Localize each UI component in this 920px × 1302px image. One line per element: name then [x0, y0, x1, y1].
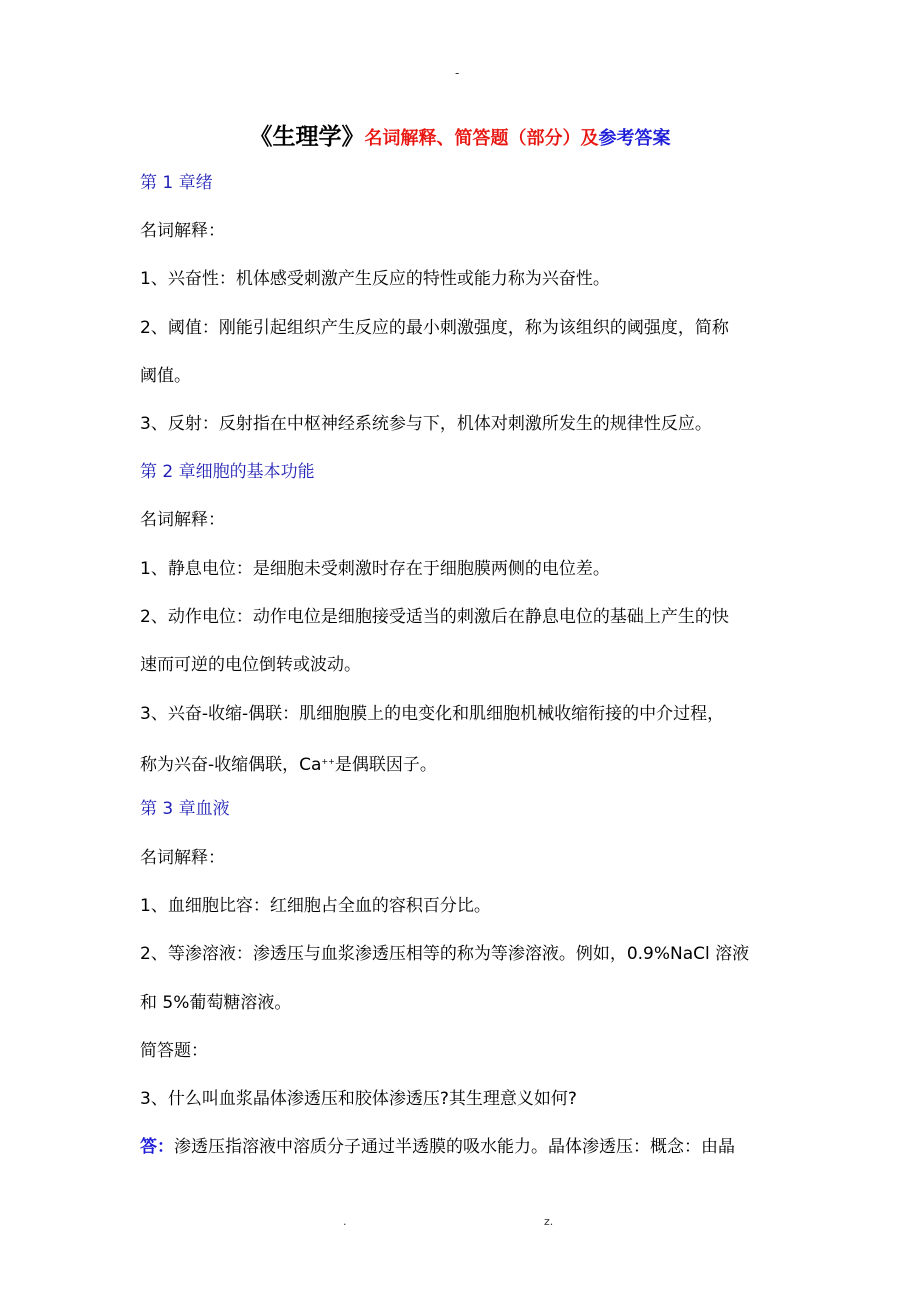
- definition-item: 1、静息电位：是细胞未受刺激时存在于细胞膜两侧的电位差。: [140, 559, 610, 579]
- ca-charge: ++: [321, 757, 335, 766]
- definition-item-cont: 和 5%葡萄糖溶液。: [140, 993, 292, 1013]
- question-item: 3、什么叫血浆晶体渗透压和胶体渗透压?其生理意义如何?: [140, 1089, 577, 1109]
- chapter-3-heading: 第 3 章血液: [140, 799, 230, 819]
- title-book-name: 《生理学》: [249, 124, 365, 150]
- definition-item: 2、阈值：刚能引起组织产生反应的最小刺激强度，称为该组织的阈强度，简称: [140, 318, 729, 338]
- definition-item-cont: 速而可逆的电位倒转或波动。: [140, 655, 361, 675]
- answer-line: [140, 1136, 735, 1158]
- chapter-1-heading: 第 1 章绪: [140, 173, 213, 193]
- section-label: 名词解释：: [140, 510, 225, 530]
- section-label: 简答题：: [140, 1041, 208, 1061]
- definition-item: 2、等渗溶液：渗透压与血浆渗透压相等的称为等渗溶液。例如，0.9%NaCl 溶液: [140, 944, 750, 964]
- title-subject: 名词解释、简答题（部分）及: [364, 128, 599, 149]
- definition-item: 2、动作电位：动作电位是细胞接受适当的刺激后在静息电位的基础上产生的快: [140, 607, 729, 627]
- ca-text: 称为兴奋-收缩偶联，Ca: [140, 755, 322, 775]
- footer-right-mark: z.: [544, 1215, 554, 1228]
- answer-label: 答：: [140, 1137, 174, 1157]
- definition-item: 3、兴奋-收缩-偶联：肌细胞膜上的电变化和肌细胞机械收缩衔接的中介过程，: [140, 704, 725, 724]
- ca-text-post: 是偶联因子。: [334, 755, 437, 775]
- header-mark: -: [455, 66, 460, 80]
- section-label: 名词解释：: [140, 221, 225, 241]
- definition-item-cont: [140, 751, 437, 776]
- definition-item: 1、兴奋性：机体感受刺激产生反应的特性或能力称为兴奋性。: [140, 269, 610, 289]
- chapter-2-heading: 第 2 章细胞的基本功能: [140, 462, 315, 482]
- page-title: [0, 118, 920, 151]
- footer-left-mark: .: [343, 1215, 347, 1228]
- answer-text: 渗透压指溶液中溶质分子通过半透膜的吸水能力。晶体渗透压：概念：由晶: [174, 1137, 735, 1157]
- section-label: 名词解释：: [140, 848, 225, 868]
- title-answers: 参考答案: [598, 128, 671, 149]
- definition-item: 1、血细胞比容：红细胞占全血的容积百分比。: [140, 896, 491, 916]
- definition-item: 3、反射：反射指在中枢神经系统参与下，机体对刺激所发生的规律性反应。: [140, 414, 712, 434]
- definition-item-cont: 阈值。: [140, 366, 191, 386]
